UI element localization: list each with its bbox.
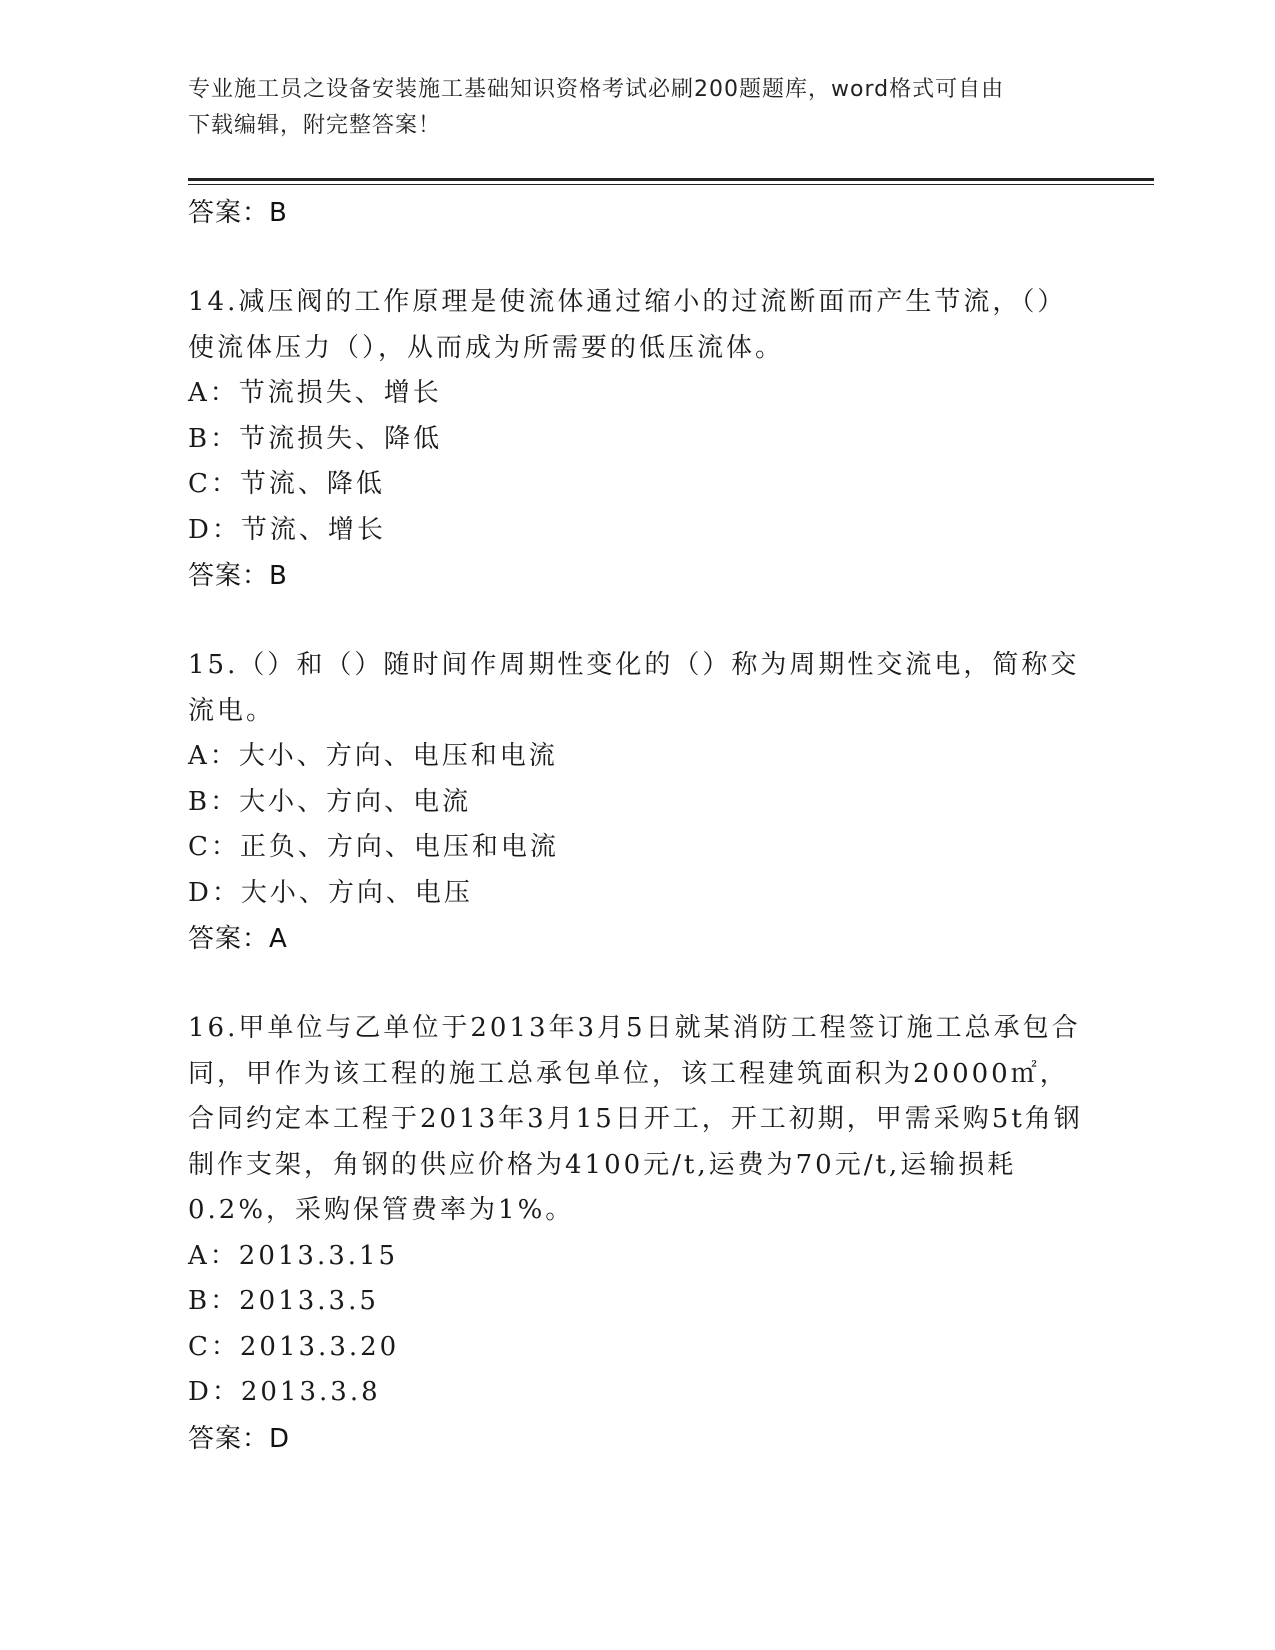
option-a: A：2013.3.15	[188, 1240, 399, 1271]
option-d: D：大小、方向、电压	[188, 877, 473, 908]
option-a: A：大小、方向、电压和电流	[188, 741, 558, 771]
question-15	[188, 643, 1088, 962]
question-14	[188, 280, 1088, 599]
option-b: B：大小、方向、电流	[188, 786, 472, 817]
question-answer: 答案：A	[188, 924, 288, 954]
question-stem: 14.减压阀的工作原理是使流体通过缩小的过流断面而产生节流，（）使流体压力（），从而成为所需要的低压流体。	[188, 287, 1067, 363]
question-list	[188, 190, 1088, 1462]
option-c: C：正负、方向、电压和电流	[188, 832, 559, 862]
option-c: C：2013.3.20	[188, 1331, 400, 1362]
option-b: B：节流损失、降低	[188, 423, 443, 454]
previous-answer: 答案：B	[188, 198, 288, 228]
option-d: D：节流、增长	[188, 514, 386, 545]
option-c: C：节流、降低	[188, 469, 385, 499]
header-divider-thin	[188, 184, 1154, 185]
option-a: A：节流损失、增长	[188, 378, 442, 408]
question-16	[188, 1006, 1088, 1462]
document-header	[188, 72, 1088, 144]
question-stem: 16.甲单位与乙单位于2013年3月5日就某消防工程签订施工总承包合同，甲作为该工程的施工总承包单位，该工程建筑面积为20000㎡，合同约定本工程于2013年3月15日开工，开工初期，甲需采购5t角钢制作支架，角钢的供应价格为4100元/t,运费为70元/t,运输损耗0.2%，采购保管费率为1%。	[188, 1013, 1083, 1225]
option-d: D：2013.3.8	[188, 1377, 381, 1407]
header-divider-thick	[188, 178, 1154, 181]
question-answer: 答案：D	[188, 1423, 291, 1454]
question-answer: 答案：B	[188, 561, 288, 591]
header-title-line-2: 下载编辑，附完整答案！	[188, 113, 442, 138]
question-stem: 15.（）和（）随时间作周期性变化的（）称为周期性交流电，简称交流电。	[188, 650, 1080, 726]
option-b: B：2013.3.5	[188, 1286, 379, 1316]
header-title-line-1: 专业施工员之设备安装施工基础知识资格考试必刷200题题库，word格式可自由	[188, 77, 1005, 102]
